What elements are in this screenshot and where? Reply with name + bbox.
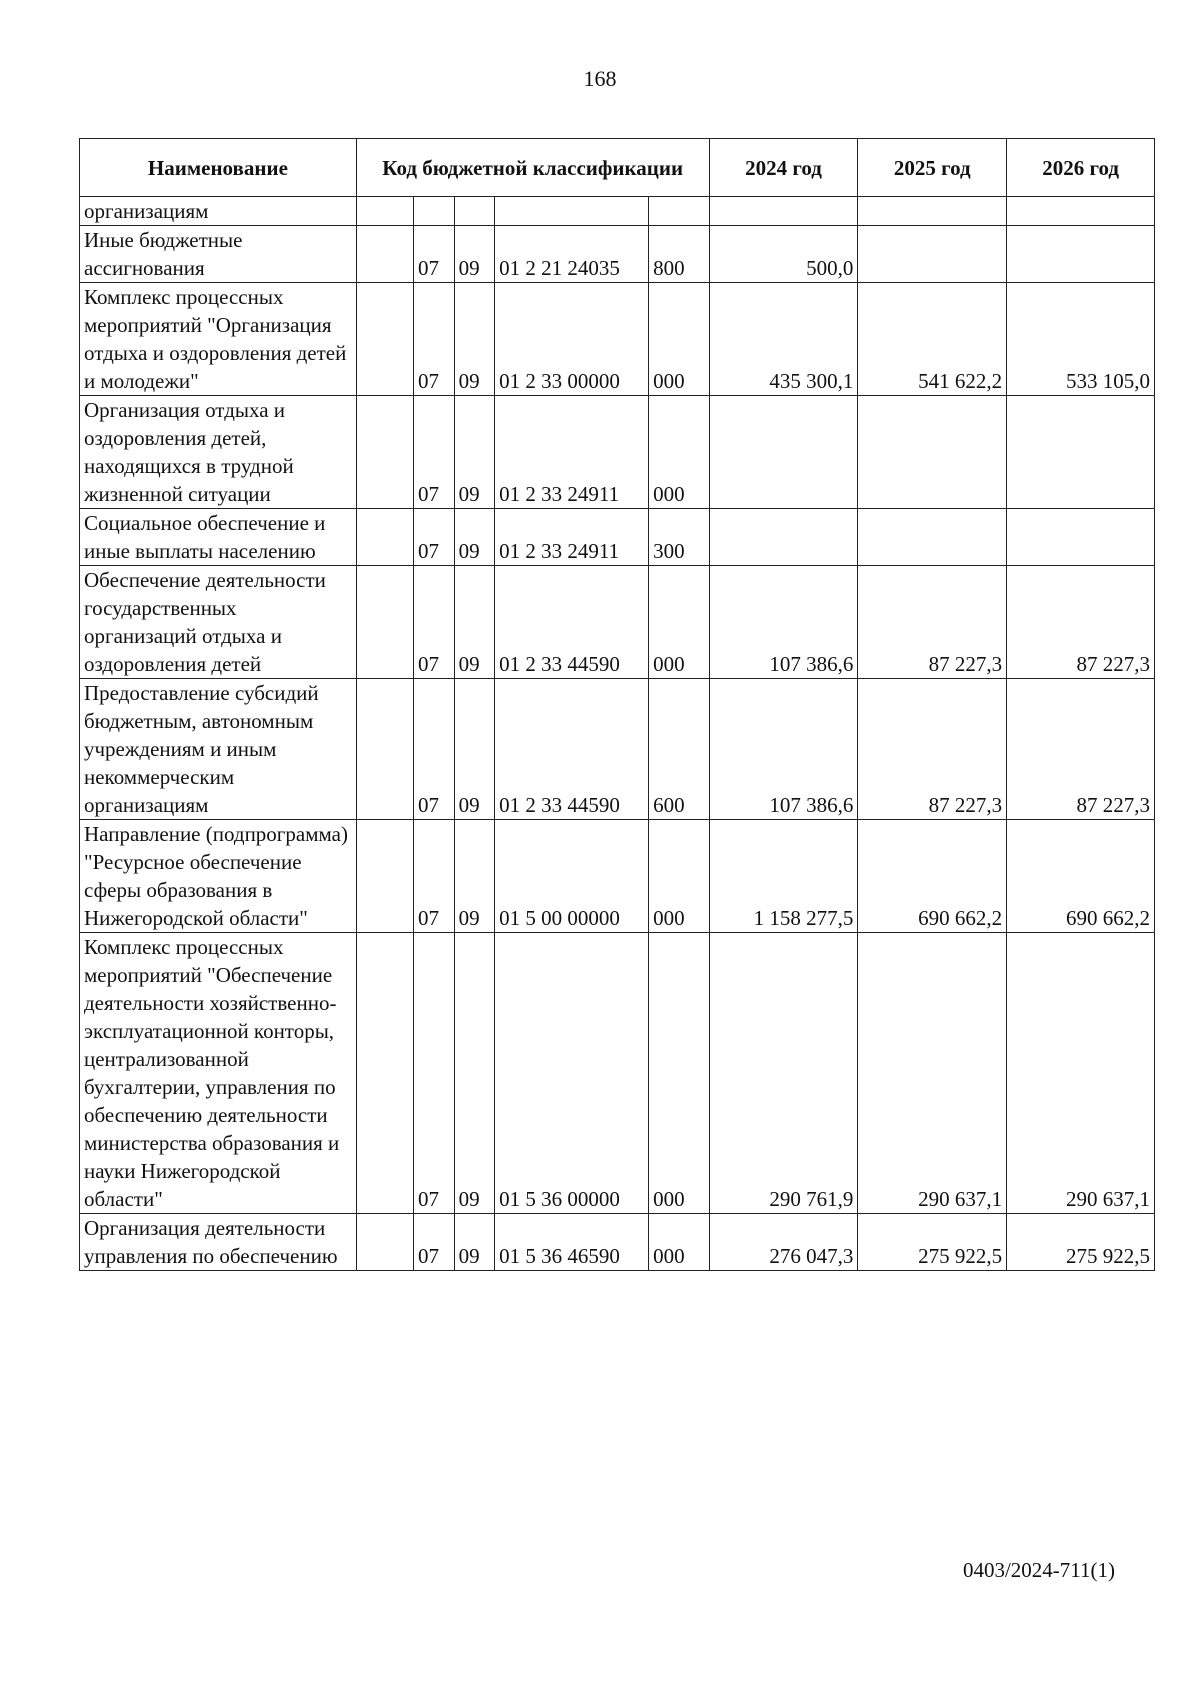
code-blank <box>356 933 413 1214</box>
row-name: Направление (подпрограмма) "Ресурсное обеспечение сферы образования в Нижегородской области" <box>80 820 357 933</box>
value-2024: 276 047,3 <box>709 1214 858 1271</box>
table-row <box>80 1214 1155 1271</box>
row-name: Обеспечение деятельности государственных организаций отдыха и оздоровления детей <box>80 566 357 679</box>
value-2025 <box>858 396 1007 509</box>
code-expense-type <box>649 197 709 226</box>
code-target-article: 01 2 33 00000 <box>495 283 649 396</box>
value-2024: 435 300,1 <box>709 283 858 396</box>
row-name: Социальное обеспечение и иные выплаты населению <box>80 509 357 566</box>
code-subsection: 09 <box>454 1214 495 1271</box>
value-2024: 500,0 <box>709 226 858 283</box>
code-expense-type: 000 <box>649 933 709 1214</box>
code-target-article: 01 2 33 24911 <box>495 509 649 566</box>
value-2024 <box>709 197 858 226</box>
row-name: организациям <box>80 197 357 226</box>
code-section: 07 <box>414 283 455 396</box>
code-target-article <box>495 197 649 226</box>
value-2025: 87 227,3 <box>858 679 1007 820</box>
value-2024: 107 386,6 <box>709 566 858 679</box>
code-expense-type: 000 <box>649 283 709 396</box>
code-blank <box>356 679 413 820</box>
code-target-article: 01 2 21 24035 <box>495 226 649 283</box>
value-2025: 290 637,1 <box>858 933 1007 1214</box>
code-subsection: 09 <box>454 679 495 820</box>
row-name: Иные бюджетные ассигнования <box>80 226 357 283</box>
code-target-article: 01 2 33 24911 <box>495 396 649 509</box>
value-2026: 275 922,5 <box>1007 1214 1155 1271</box>
table-row <box>80 283 1155 396</box>
code-expense-type: 800 <box>649 226 709 283</box>
value-2025 <box>858 509 1007 566</box>
value-2025: 541 622,2 <box>858 283 1007 396</box>
code-target-article: 01 5 36 00000 <box>495 933 649 1214</box>
header-2025: 2025 год <box>858 139 1007 197</box>
code-subsection: 09 <box>454 396 495 509</box>
table-row <box>80 226 1155 283</box>
code-blank <box>356 283 413 396</box>
code-blank <box>356 820 413 933</box>
code-target-article: 01 5 36 46590 <box>495 1214 649 1271</box>
table-row <box>80 509 1155 566</box>
code-blank <box>356 197 413 226</box>
table-row <box>80 933 1155 1214</box>
value-2026: 290 637,1 <box>1007 933 1155 1214</box>
page-number: 168 <box>583 66 617 91</box>
row-name: Предоставление субсидий бюджетным, автономным учреждениям и иным некоммерческим организациям <box>80 679 357 820</box>
code-section: 07 <box>414 679 455 820</box>
code-subsection: 09 <box>454 933 495 1214</box>
code-blank <box>356 1214 413 1271</box>
value-2025: 275 922,5 <box>858 1214 1007 1271</box>
code-section: 07 <box>414 509 455 566</box>
table-row <box>80 566 1155 679</box>
row-name: Комплекс процессных мероприятий "Организация отдыха и оздоровления детей и молодежи" <box>80 283 357 396</box>
value-2025: 690 662,2 <box>858 820 1007 933</box>
value-2024: 107 386,6 <box>709 679 858 820</box>
code-section: 07 <box>414 1214 455 1271</box>
header-2026: 2026 год <box>1007 139 1155 197</box>
code-section <box>414 197 455 226</box>
value-2026 <box>1007 396 1155 509</box>
row-name: Организация деятельности управления по обеспечению <box>80 1214 357 1271</box>
code-subsection: 09 <box>454 509 495 566</box>
code-target-article: 01 5 00 00000 <box>495 820 649 933</box>
value-2026: 690 662,2 <box>1007 820 1155 933</box>
value-2026 <box>1007 197 1155 226</box>
table-row <box>80 396 1155 509</box>
table-row <box>80 820 1155 933</box>
value-2024: 1 158 277,5 <box>709 820 858 933</box>
table-row <box>80 197 1155 226</box>
code-expense-type: 300 <box>649 509 709 566</box>
code-subsection <box>454 197 495 226</box>
code-expense-type: 000 <box>649 396 709 509</box>
code-section: 07 <box>414 820 455 933</box>
value-2024 <box>709 396 858 509</box>
code-expense-type: 000 <box>649 566 709 679</box>
value-2024 <box>709 509 858 566</box>
table-row <box>80 679 1155 820</box>
code-target-article: 01 2 33 44590 <box>495 566 649 679</box>
value-2026: 87 227,3 <box>1007 566 1155 679</box>
row-name: Организация отдыха и оздоровления детей, находящихся в трудной жизненной ситуации <box>80 396 357 509</box>
header-2024: 2024 год <box>709 139 858 197</box>
code-blank <box>356 226 413 283</box>
code-target-article: 01 2 33 44590 <box>495 679 649 820</box>
row-name: Комплекс процессных мероприятий "Обеспечение деятельности хозяйственно-эксплуатационной конторы, централизованной бухгалтерии, управления по обеспечению деятельности министерства образования и науки Нижегородской области" <box>80 933 357 1214</box>
code-subsection: 09 <box>454 226 495 283</box>
value-2026: 533 105,0 <box>1007 283 1155 396</box>
value-2025 <box>858 226 1007 283</box>
header-code: Код бюджетной классификации <box>356 139 709 197</box>
code-expense-type: 000 <box>649 820 709 933</box>
code-subsection: 09 <box>454 820 495 933</box>
header-name: Наименование <box>80 139 357 197</box>
code-expense-type: 000 <box>649 1214 709 1271</box>
budget-table <box>79 138 1155 1271</box>
value-2026: 87 227,3 <box>1007 679 1155 820</box>
code-section: 07 <box>414 933 455 1214</box>
code-section: 07 <box>414 566 455 679</box>
value-2025 <box>858 197 1007 226</box>
code-section: 07 <box>414 396 455 509</box>
value-2026 <box>1007 509 1155 566</box>
document-code: 0403/2024-711(1) <box>962 1558 1115 1582</box>
code-subsection: 09 <box>454 566 495 679</box>
code-blank <box>356 396 413 509</box>
code-expense-type: 600 <box>649 679 709 820</box>
code-blank <box>356 566 413 679</box>
code-subsection: 09 <box>454 283 495 396</box>
code-section: 07 <box>414 226 455 283</box>
value-2026 <box>1007 226 1155 283</box>
header-row <box>80 139 1155 197</box>
code-blank <box>356 509 413 566</box>
value-2024: 290 761,9 <box>709 933 858 1214</box>
value-2025: 87 227,3 <box>858 566 1007 679</box>
